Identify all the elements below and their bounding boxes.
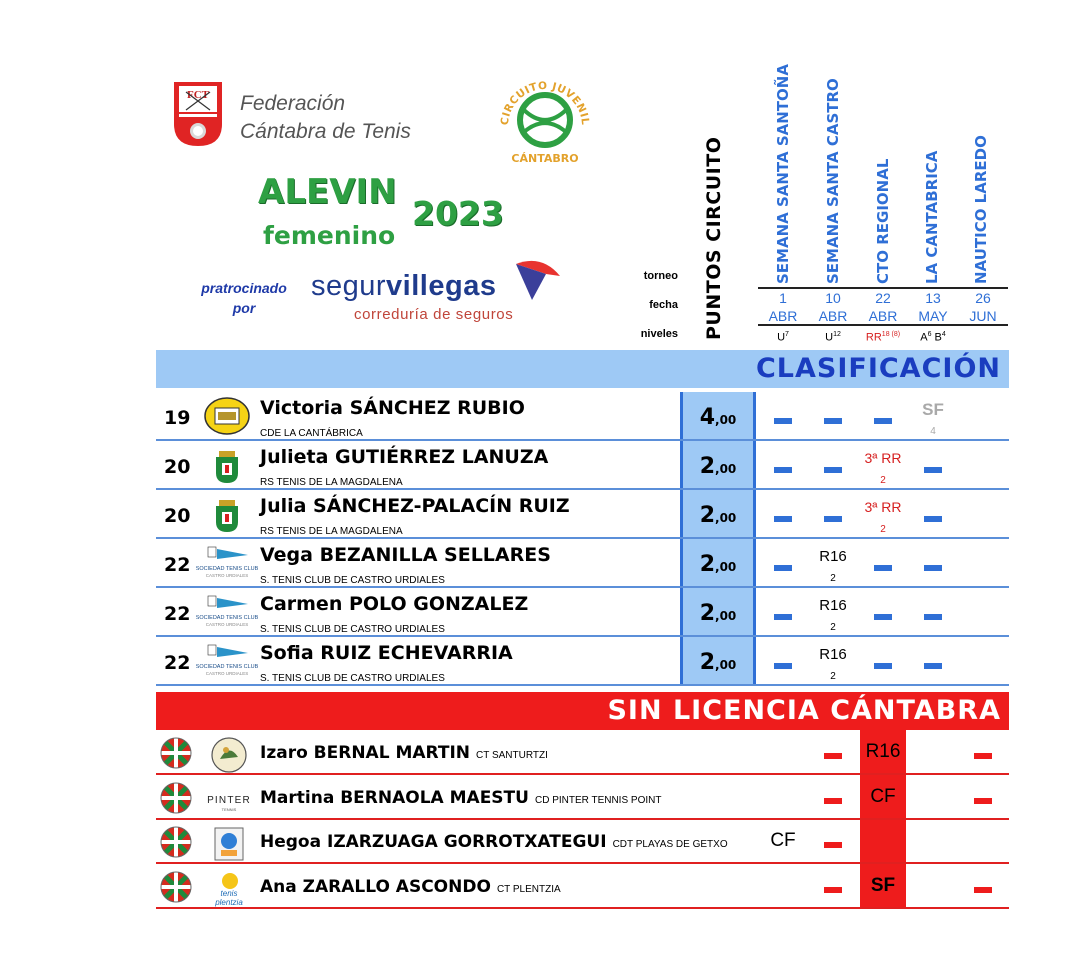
row-divider — [156, 586, 1009, 588]
federation-name — [240, 90, 411, 146]
not-played-dash — [974, 798, 992, 804]
header-divider — [758, 287, 1008, 289]
result-points: 2 — [880, 524, 886, 535]
club-name: CD PINTER TENNIS POINT — [534, 795, 662, 806]
getxo-logo — [206, 824, 252, 864]
player-row-text[interactable] — [260, 832, 728, 852]
points-decimal: ,00 — [715, 560, 737, 574]
not-played-dash — [824, 418, 842, 424]
points-integer: 2 — [699, 454, 716, 479]
svg-text:CASTRO URDIALES: CASTRO URDIALES — [205, 573, 249, 578]
rank-number: 20 — [164, 456, 191, 478]
tournament-month-2: ABR — [818, 308, 848, 324]
not-played-dash — [824, 753, 842, 759]
santurtzi-logo — [206, 735, 252, 775]
tournament-month-3: ABR — [868, 308, 898, 324]
result-round: R16 — [865, 741, 901, 762]
federation-line1: Federación — [240, 92, 346, 115]
points-integer: 4 — [699, 405, 716, 430]
player-name[interactable]: Ana ZARALLO ASCONDO — [260, 877, 491, 897]
circuit-points-label: PUNTOS CIRCUITO — [703, 136, 725, 340]
no-license-header — [156, 692, 1009, 730]
points-integer: 2 — [699, 650, 716, 675]
castro-logo — [195, 592, 259, 632]
club-name: CDE LA CANTÁBRICA — [260, 428, 363, 439]
sponsor-name: segurvillegas — [311, 270, 497, 302]
not-played-dash — [824, 798, 842, 804]
row-divider — [156, 684, 1009, 686]
result-round: R16 — [819, 597, 847, 614]
tournament-level-2: $U^{12}$ — [825, 331, 841, 344]
not-played-dash — [774, 565, 792, 571]
result-points: 2 — [880, 475, 886, 486]
classification-title: CLASIFICACIÓN — [755, 353, 1001, 384]
row-divider — [156, 773, 1009, 775]
rank-number: 19 — [164, 407, 191, 429]
not-played-dash — [924, 614, 942, 620]
not-played-dash — [774, 418, 792, 424]
basque-flag-icon — [160, 871, 192, 903]
row-divider — [156, 907, 1009, 909]
basque-flag-icon — [160, 826, 192, 858]
player-name[interactable]: Julieta GUTIÉRREZ LANUZA — [260, 446, 549, 468]
points-integer: 2 — [699, 601, 716, 626]
season-year: 2023 — [412, 194, 504, 233]
result-round: CF — [870, 786, 896, 807]
svg-text:FCT: FCT — [187, 89, 209, 101]
magdalena-logo — [204, 494, 250, 534]
federation-line2: Cántabra de Tenis — [240, 120, 411, 143]
classification-header — [156, 350, 1009, 388]
cantabrica-logo — [204, 396, 250, 436]
tournament-month-4: MAY — [918, 308, 948, 324]
not-played-dash — [974, 887, 992, 893]
svg-text:CÁNTABRO: CÁNTABRO — [511, 152, 579, 165]
tournament-level-1: $U^7$ — [777, 331, 789, 344]
sponsor-mark-icon — [512, 254, 562, 304]
points-decimal: ,00 — [715, 511, 737, 525]
tournament-name-4: LA CANTABRICA — [923, 150, 941, 284]
svg-text:CASTRO URDIALES: CASTRO URDIALES — [205, 671, 249, 676]
club-name: S. TENIS CLUB DE CASTRO URDIALES — [260, 575, 445, 586]
points-integer: 2 — [699, 503, 716, 528]
not-played-dash — [924, 467, 942, 473]
club-name: S. TENIS CLUB DE CASTRO URDIALES — [260, 624, 445, 635]
tournament-day-1: 1 — [779, 290, 787, 306]
basque-flag-icon — [160, 782, 192, 814]
circuit-points — [683, 650, 753, 675]
not-played-dash — [774, 467, 792, 473]
svg-text:PINTER: PINTER — [207, 795, 251, 806]
header-divider — [758, 324, 1008, 326]
tournament-day-5: 26 — [975, 290, 991, 306]
player-row-text[interactable] — [260, 743, 548, 763]
tournament-month-5: JUN — [969, 308, 997, 324]
result-round: 3ª RR — [864, 450, 902, 466]
tournament-day-3: 22 — [875, 290, 891, 306]
result-points: 2 — [830, 622, 836, 633]
not-played-dash — [874, 663, 892, 669]
gender-title: femenino — [263, 221, 396, 250]
not-played-dash — [774, 516, 792, 522]
castro-logo — [195, 641, 259, 681]
magdalena-logo — [204, 445, 250, 485]
player-name[interactable]: Victoria SÁNCHEZ RUBIO — [260, 397, 525, 419]
tournament-month-1: ABR — [768, 308, 798, 324]
tournament-name-3: CTO REGIONAL — [874, 158, 892, 284]
player-row-text[interactable] — [260, 788, 661, 808]
tournament-level-3: $RR^{18 (8)}$ — [865, 331, 901, 344]
points-column — [680, 392, 756, 686]
club-name: RS TENIS DE LA MAGDALENA — [260, 526, 403, 537]
rank-number: 22 — [164, 554, 191, 576]
row-divider — [156, 818, 1009, 820]
points-integer: 2 — [699, 552, 716, 577]
rank-number: 20 — [164, 505, 191, 527]
points-decimal: ,00 — [715, 658, 737, 672]
castro-logo — [195, 543, 259, 583]
not-played-dash — [974, 753, 992, 759]
sponsored-by-label: pratrocinado por — [201, 280, 287, 316]
basque-flag-icon — [160, 737, 192, 769]
result-points: 2 — [830, 671, 836, 682]
result-round: R16 — [819, 548, 847, 565]
svg-text:TENNIS: TENNIS — [221, 807, 237, 812]
not-played-dash — [924, 516, 942, 522]
tournament-day-4: 13 — [925, 290, 941, 306]
not-played-dash — [824, 516, 842, 522]
category-title: ALEVIN — [258, 172, 397, 212]
circuit-points — [683, 454, 753, 479]
no-license-title: SIN LICENCIA CÁNTABRA — [607, 695, 1001, 726]
points-decimal: ,00 — [715, 413, 737, 427]
points-decimal: ,00 — [715, 609, 737, 623]
circuit-juvenil-logo — [494, 74, 596, 170]
fct-logo — [172, 80, 224, 148]
circuit-points — [683, 601, 753, 626]
result-round: SF — [922, 400, 944, 419]
circuit-points — [683, 405, 753, 430]
player-row-text[interactable] — [260, 877, 561, 897]
not-played-dash — [874, 418, 892, 424]
player-name[interactable]: Sofia RUIZ ECHEVARRIA — [260, 642, 513, 664]
svg-text:plentzia: plentzia — [215, 898, 243, 907]
not-played-dash — [824, 467, 842, 473]
circuit-points — [683, 552, 753, 577]
svg-text:SOCIEDAD TENIS CLUB: SOCIEDAD TENIS CLUB — [195, 615, 259, 621]
svg-text:SOCIEDAD TENIS CLUB: SOCIEDAD TENIS CLUB — [195, 664, 259, 670]
pinter-logo — [206, 780, 252, 820]
circuit-points — [683, 503, 753, 528]
result-points: 4 — [930, 426, 936, 437]
tournament-day-2: 10 — [825, 290, 841, 306]
row-divider — [156, 488, 1009, 490]
rank-number: 22 — [164, 652, 191, 674]
tournament-level-4: $A^6$ $B^4$ — [920, 331, 946, 344]
tournament-row-label: torneo — [643, 270, 678, 282]
club-name: S. TENIS CLUB DE CASTRO URDIALES — [260, 673, 445, 684]
result-round: R16 — [819, 646, 847, 663]
club-name: CT PLENTZIA — [496, 884, 561, 895]
not-played-dash — [874, 614, 892, 620]
player-name[interactable]: Carmen POLO GONZALEZ — [260, 593, 529, 615]
player-name[interactable]: Izaro BERNAL MARTIN — [260, 743, 471, 763]
not-played-dash — [924, 565, 942, 571]
tournament-name-1: SEMANA SANTA SANTOÑA — [774, 64, 792, 284]
svg-text:SOCIEDAD TENIS CLUB: SOCIEDAD TENIS CLUB — [195, 566, 259, 572]
points-decimal: ,00 — [715, 462, 737, 476]
date-row-label: fecha — [649, 299, 678, 311]
not-played-dash — [774, 663, 792, 669]
svg-text:CASTRO URDIALES: CASTRO URDIALES — [205, 622, 249, 627]
not-played-dash — [874, 565, 892, 571]
result-round: CF — [770, 830, 796, 851]
row-divider — [156, 439, 1009, 441]
club-name: CDT PLAYAS DE GETXO — [612, 839, 728, 850]
player-name[interactable]: Julia SÁNCHEZ-PALACÍN RUIZ — [260, 495, 570, 517]
not-played-dash — [774, 614, 792, 620]
row-divider — [156, 635, 1009, 637]
not-played-dash — [824, 887, 842, 893]
row-divider — [156, 862, 1009, 864]
result-round: 3ª RR — [864, 499, 902, 515]
rank-number: 22 — [164, 603, 191, 625]
player-name[interactable]: Hegoa IZARZUAGA GORROTXATEGUI — [260, 832, 607, 852]
player-name[interactable]: Vega BEZANILLA SELLARES — [260, 544, 551, 566]
row-divider — [156, 537, 1009, 539]
club-name: RS TENIS DE LA MAGDALENA — [260, 477, 403, 488]
not-played-dash — [924, 663, 942, 669]
result-round: SF — [870, 875, 896, 896]
sponsor-tagline: correduría de seguros — [354, 306, 514, 323]
result-points: 2 — [830, 573, 836, 584]
club-name: CT SANTURTZI — [476, 750, 548, 761]
levels-row-label: niveles — [640, 328, 678, 340]
svg-text:tenis: tenis — [220, 889, 238, 898]
not-played-dash — [824, 842, 842, 848]
plentzia-logo — [206, 869, 252, 909]
svg-text:CIRCUITO JUVENIL: CIRCUITO JUVENIL — [498, 79, 592, 126]
tournament-name-2: SEMANA SANTA CASTRO — [824, 78, 842, 284]
player-name[interactable]: Martina BERNAOLA MAESTU — [260, 788, 529, 808]
tournament-name-5: NAUTICO LAREDO — [972, 135, 990, 284]
